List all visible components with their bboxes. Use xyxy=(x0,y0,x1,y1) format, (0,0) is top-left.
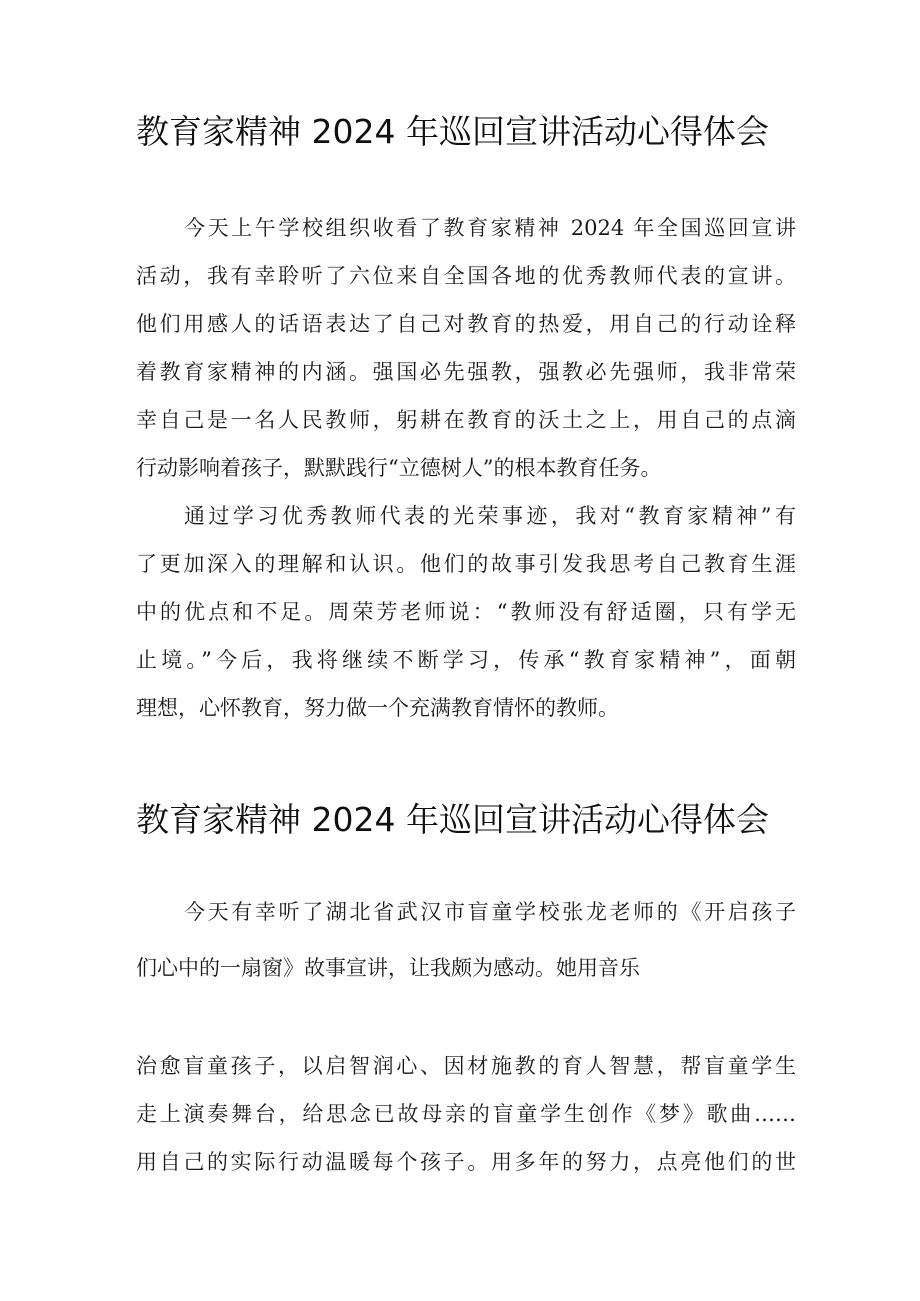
text-line: 走上演奏舞台，给思念已故母亲的盲童学生创作《梦》歌曲…… xyxy=(136,1102,796,1126)
text-line: 幸自己是一名人民教师，躬耕在教育的沃土之上，用自己的点滴 xyxy=(136,408,796,432)
text-line: 用自己的实际行动温暖每个孩子。用多年的努力，点亮他们的世 xyxy=(136,1150,796,1174)
text-line: 止境。”今后，我将继续不断学习，传承“教育家精神”，面朝 xyxy=(136,648,796,672)
text-line: 理想，心怀教育，努力做一个充满教育情怀的教师。 xyxy=(136,696,619,720)
section-2-title: 教育家精神 2024 年巡回宣讲活动心得体会 xyxy=(136,800,769,839)
text-line: 行动影响着孩子，默默践行“立德树人”的根本教育任务。 xyxy=(136,456,662,480)
text-line: 中的优点和不足。周荣芳老师说：“教师没有舒适圈，只有学无 xyxy=(136,600,796,624)
text-line: 他们用感人的话语表达了自己对教育的热爱，用自己的行动诠释 xyxy=(136,312,796,336)
text-line: 了更加深入的理解和认识。他们的故事引发我思考自己教育生涯 xyxy=(136,552,796,576)
text-line: 们心中的一扇窗》故事宣讲，让我颇为感动。她用音乐 xyxy=(136,956,640,980)
text-line: 着教育家精神的内涵。强国必先强教，强教必先强师，我非常荣 xyxy=(136,360,796,384)
text-line: 活动，我有幸聆听了六位来自全国各地的优秀教师代表的宣讲。 xyxy=(136,264,796,288)
text-line: 治愈盲童孩子，以启智润心、因材施教的育人智慧，帮盲童学生 xyxy=(136,1054,796,1078)
text-line: 通过学习优秀教师代表的光荣事迹，我对“教育家精神”有 xyxy=(184,504,796,528)
text-line: 今天有幸听了湖北省武汉市盲童学校张龙老师的《开启孩子 xyxy=(184,900,796,924)
text-line: 今天上午学校组织收看了教育家精神 2024 年全国巡回宣讲 xyxy=(184,216,796,240)
section-1-title: 教育家精神 2024 年巡回宣讲活动心得体会 xyxy=(136,112,769,151)
